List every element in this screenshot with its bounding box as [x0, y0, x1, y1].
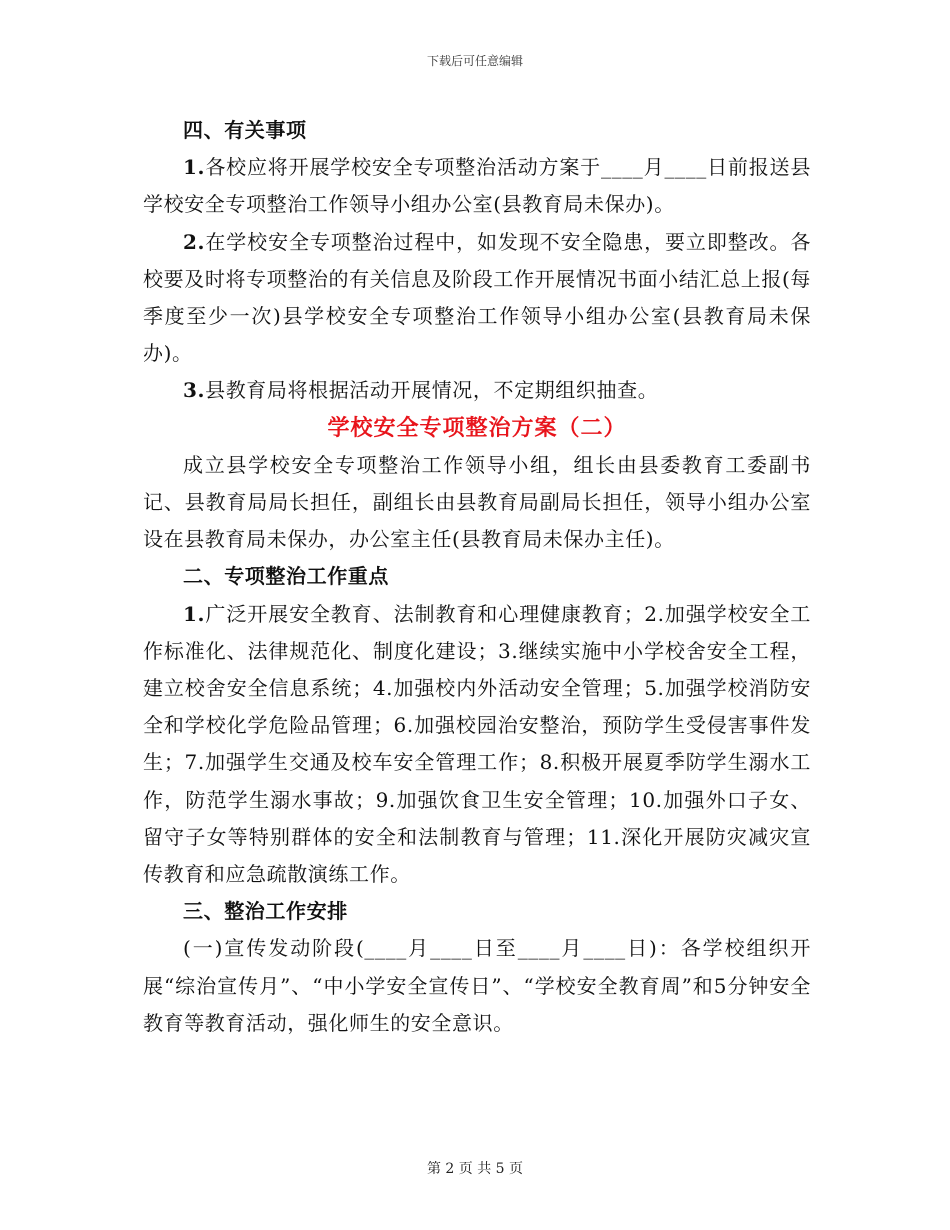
section3-paragraph: (一)宣传发动阶段(____月____日至____月____日)：各学校组织开展“综治宣传月”、“中小学安全宣传日”、“学校安全教育周”和5分钟安全教育等教育活动，强化师生的安全意识。 — [143, 936, 811, 1035]
document-title: 学校安全专项整治方案（二） — [327, 414, 627, 441]
item-number: 2. — [183, 229, 206, 254]
item-text: 县教育局将根据活动开展情况，不定期组织抽查。 — [205, 378, 659, 403]
section4-item-1 — [143, 149, 811, 223]
intro-paragraph: 成立县学校安全专项整治工作领导小组，组长由县委教育工委副书记、县教育局局长担任，副组长由县教育局副局长担任，领导小组办公室设在县教育局未保办，办公室主任(县教育局未保办主任)。 — [143, 452, 811, 552]
section-heading-2: 二、专项整治工作重点 — [183, 564, 389, 589]
section2-paragraph — [143, 596, 811, 894]
item-text: 广泛开展安全教育、法制教育和心理健康教育；2.加强学校安全工作标准化、法律规范化、制度化建设；3.继续实施中小学校舍安全工程，建立校舍安全信息系统；4.加强校内外活动安全管理；5.加强学校消防安全和学校化学危险品管理；6.加强校园治安整治，预防学生受侵害事件发生；7.加强学生交通及校车安全管理工作；8.积极开展夏季防学生溺水工作，防范学生溺水事故；9.加强饮食卫生安全管理；10.加强外口子女、留守子女等特别群体的安全和法制教育与管理；11.深化开展防灾减灾宣传教育和应急疏散演练工作。 — [143, 601, 811, 887]
section-heading-3: 三、整治工作安排 — [183, 899, 348, 924]
item-number: 1. — [183, 155, 206, 180]
section-heading-4: 四、有关事项 — [183, 118, 307, 142]
page-footer: 第 2 页 共 5 页 — [426, 1161, 524, 1177]
item-number: 3. — [183, 378, 206, 403]
page-header: 下载后可任意编辑 — [426, 54, 523, 68]
section4-item-2 — [143, 224, 811, 373]
item-text: 各校应将开展学校安全专项整治活动方案于____月____日前报送县学校安全专项整治工作领导小组办公室(县教育局未保办)。 — [143, 155, 811, 217]
item-text: 在学校安全专项整治过程中，如发现不安全隐患，要立即整改。各校要及时将专项整治的有关信息及阶段工作开展情况书面小结汇总上报(每季度至少一次)县学校安全专项整治工作领导小组办公室(县教育局未保办)。 — [143, 229, 811, 366]
section4-item-3 — [143, 372, 811, 409]
document-body — [143, 112, 811, 1042]
item-number: 1. — [183, 601, 206, 626]
